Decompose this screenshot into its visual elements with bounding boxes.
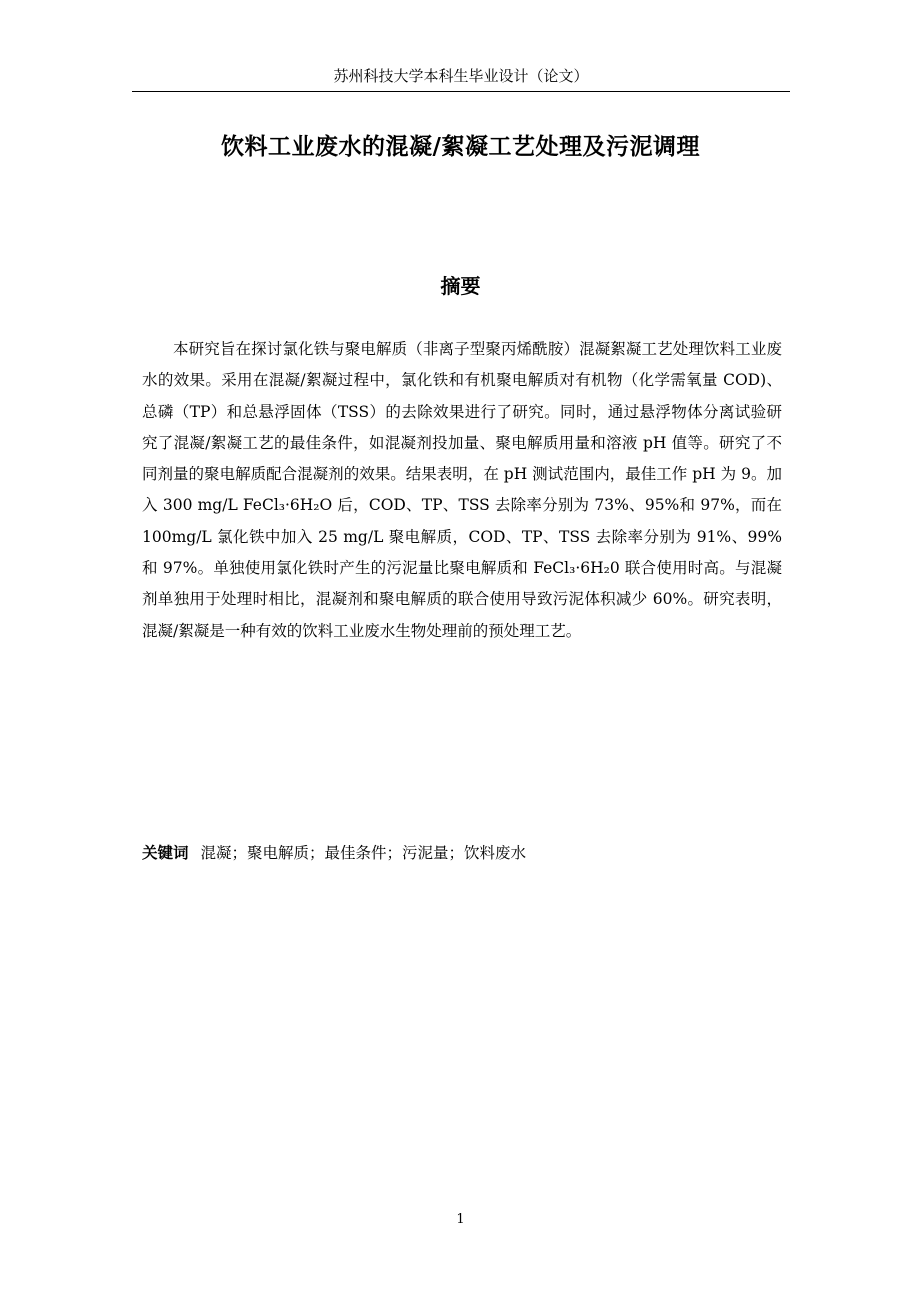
keywords-line [142, 839, 782, 867]
abstract-heading: 摘要 [440, 274, 481, 298]
keywords-label: 关键词 [142, 844, 189, 862]
keywords-list: 混凝；聚电解质；最佳条件；污泥量；饮料废水 [200, 844, 527, 862]
paper-title: 饮料工业废水的混凝/絮凝工艺处理及污泥调理 [221, 134, 700, 160]
abstract-body [142, 334, 782, 647]
page-number: 1 [456, 1212, 465, 1227]
abstract-paragraph: 本研究旨在探讨氯化铁与聚电解质（非离子型聚丙烯酰胺）混凝絮凝工艺处理饮料工业废水的效果。采用在混凝/絮凝过程中，氯化铁和有机聚电解质对有机物（化学需氧量 COD)、总磷（TP）和总悬浮固体（TSS）的去除效果进行了研究。同时，通过悬浮物体分离试验研究了混凝/絮凝工艺的最佳条件，如混凝剂投加量、聚电解质用量和溶液 pH 值等。研究了不同剂量的聚电解质配合混凝剂的效果。结果表明，在 pH 测试范围内，最佳工作 pH 为 9。加入 300 mg/L FeCl₃·6H₂O 后，COD、TP、TSS 去除率分别为 73%、95%和 97%，而在 100mg/L 氯化铁中加入 25 mg/L 聚电解质，COD、TP、TSS 去除率分别为 91%、99%和 97%。单独使用氯化铁时产生的污泥量比聚电解质和 FeCl₃·6H₂0 联合使用时高。与混凝剂单独用于处理时相比，混凝剂和聚电解质的联合使用导致污泥体积减少 60%。研究表明，混凝/絮凝是一种有效的饮料工业废水生物处理前的预处理工艺。 [142, 340, 782, 640]
running-header: 苏州科技大学本科生毕业设计（论文） [132, 66, 790, 92]
